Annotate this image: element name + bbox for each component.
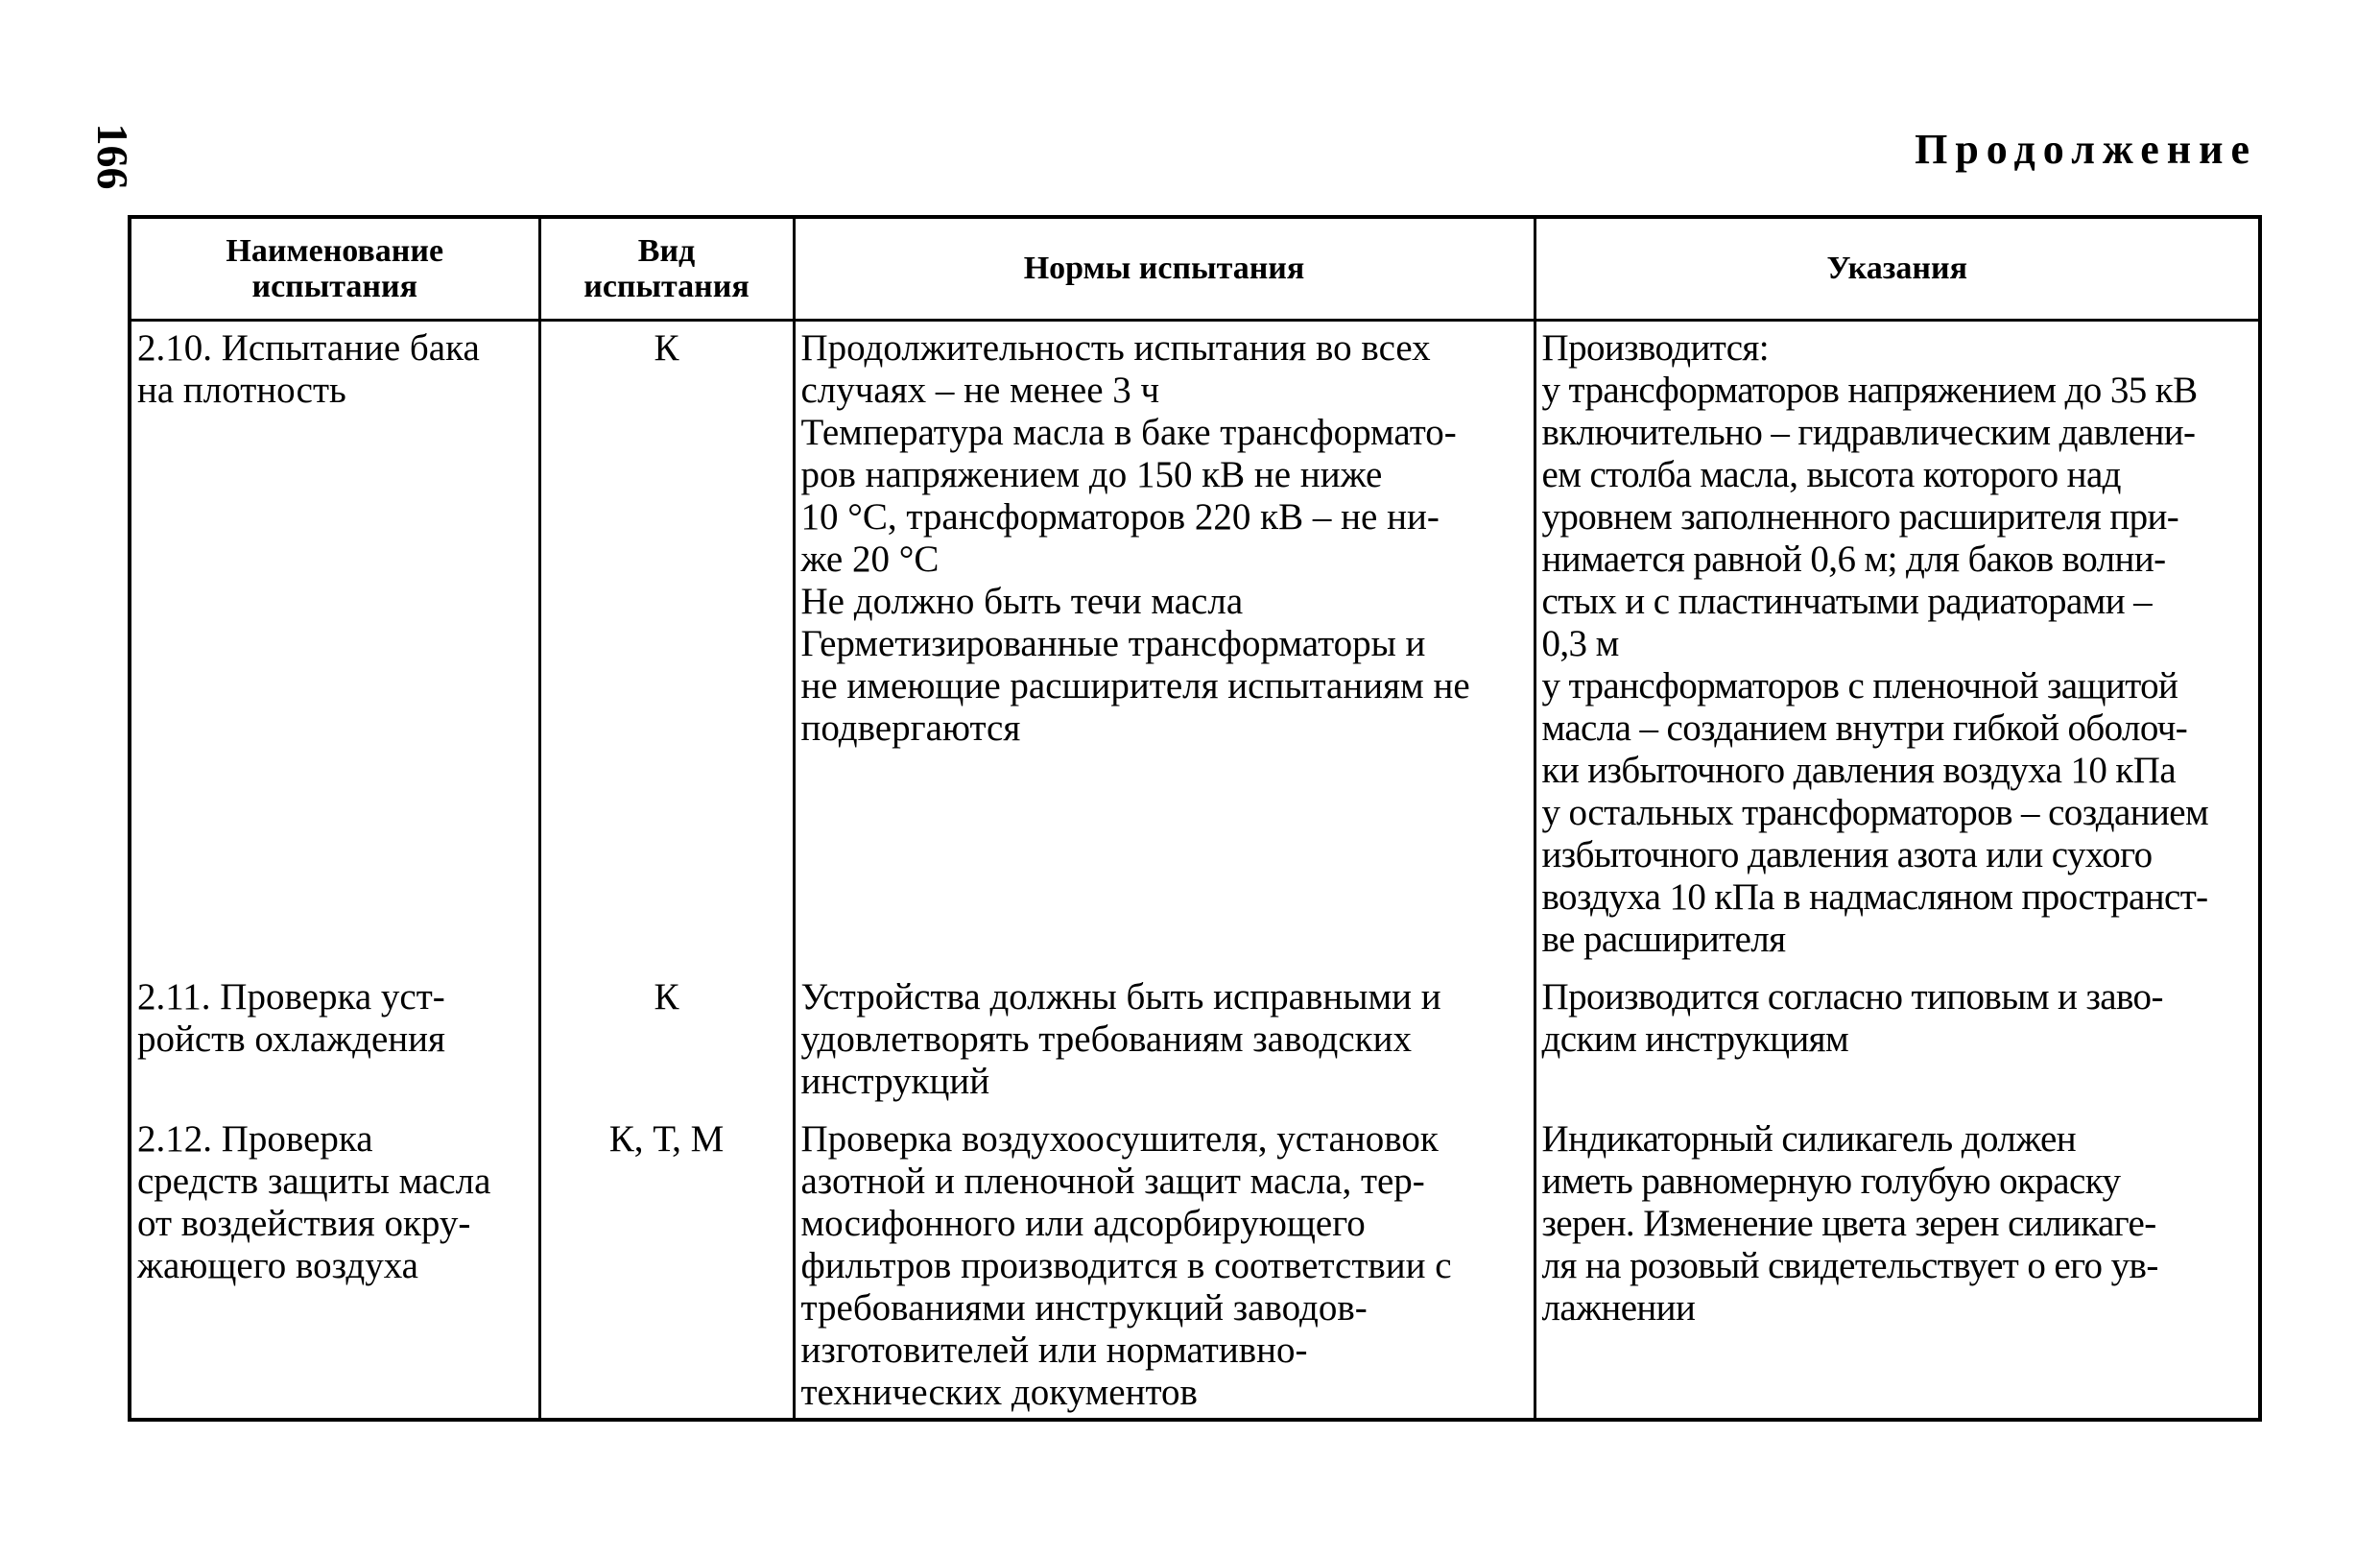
cell-test-type: К, Т, М [539, 1113, 794, 1420]
cell-instructions: Производится согласно типовым и заво- дским инструкциям [1535, 970, 2260, 1113]
cell-test-norms: Продолжительность испытания во всех случаях – не менее 3 ч Температура масла в баке трансформато- ров напряжением до 150 кВ не ниже 10 °С, трансформаторов 220 кВ – не ни- же 20 °С Не должно быть течи масла Герметизированные трансформаторы и не имеющие расширителя испытаниям не подвергаются [794, 321, 1535, 971]
cell-test-name: 2.12. Проверка средств защиты масла от воздействия окру- жающего воздуха [130, 1113, 539, 1420]
cell-test-norms: Проверка воздухоосушителя, установок азотной и пленочной защит масла, тер- мосифонного или адсорбирующего фильтров производится в соответствии с требованиями инструкций заводов- изготовителей или нормативно- технических документов [794, 1113, 1535, 1420]
table-header [130, 217, 2260, 321]
header-instructions: Указания [1535, 217, 2260, 321]
header-test-norms: Нормы испытания [794, 217, 1535, 321]
cell-test-type: К [539, 321, 794, 971]
test-norms-table [128, 215, 2262, 1422]
header-test-name: Наименование испытания [130, 217, 539, 321]
table-row [130, 970, 2260, 1113]
table-body [130, 321, 2260, 1421]
cell-test-name: 2.10. Испытание бака на плотность [130, 321, 539, 971]
table-row [130, 321, 2260, 971]
cell-test-norms: Устройства должны быть исправными и удовлетворять требованиям заводских инструкций [794, 970, 1535, 1113]
header-test-type: Вид испытания [539, 217, 794, 321]
cell-instructions: Индикаторный силикагель должен иметь равномерную голубую окраску зерен. Изменение цвета зерен силикаге- ля на розовый свидетельствует о его ув- лажнении [1535, 1113, 2260, 1420]
table-row [130, 1113, 2260, 1420]
cell-test-type: К [539, 970, 794, 1113]
cell-instructions: Производится: у трансформаторов напряжением до 35 кВ включительно – гидравлическим давлени- ем столба масла, высота которого над уровнем заполненного расширителя при- нимается равной 0,6 м; для баков волни- стых и с пластинчатыми радиаторами – 0,3 м у трансформаторов с пленочной защитой масла – созданием внутри гибкой оболоч- ки избыточного давления воздуха 10 кПа у остальных трансформаторов – созданием избыточного давления азота или сухого воздуха 10 кПа в надмасляном пространст- ве расширителя [1535, 321, 2260, 971]
page-number: 166 [88, 123, 137, 190]
continuation-label: Продолжение [1915, 126, 2257, 173]
cell-test-name: 2.11. Проверка уст- ройств охлаждения [130, 970, 539, 1113]
header-row [130, 217, 2260, 321]
